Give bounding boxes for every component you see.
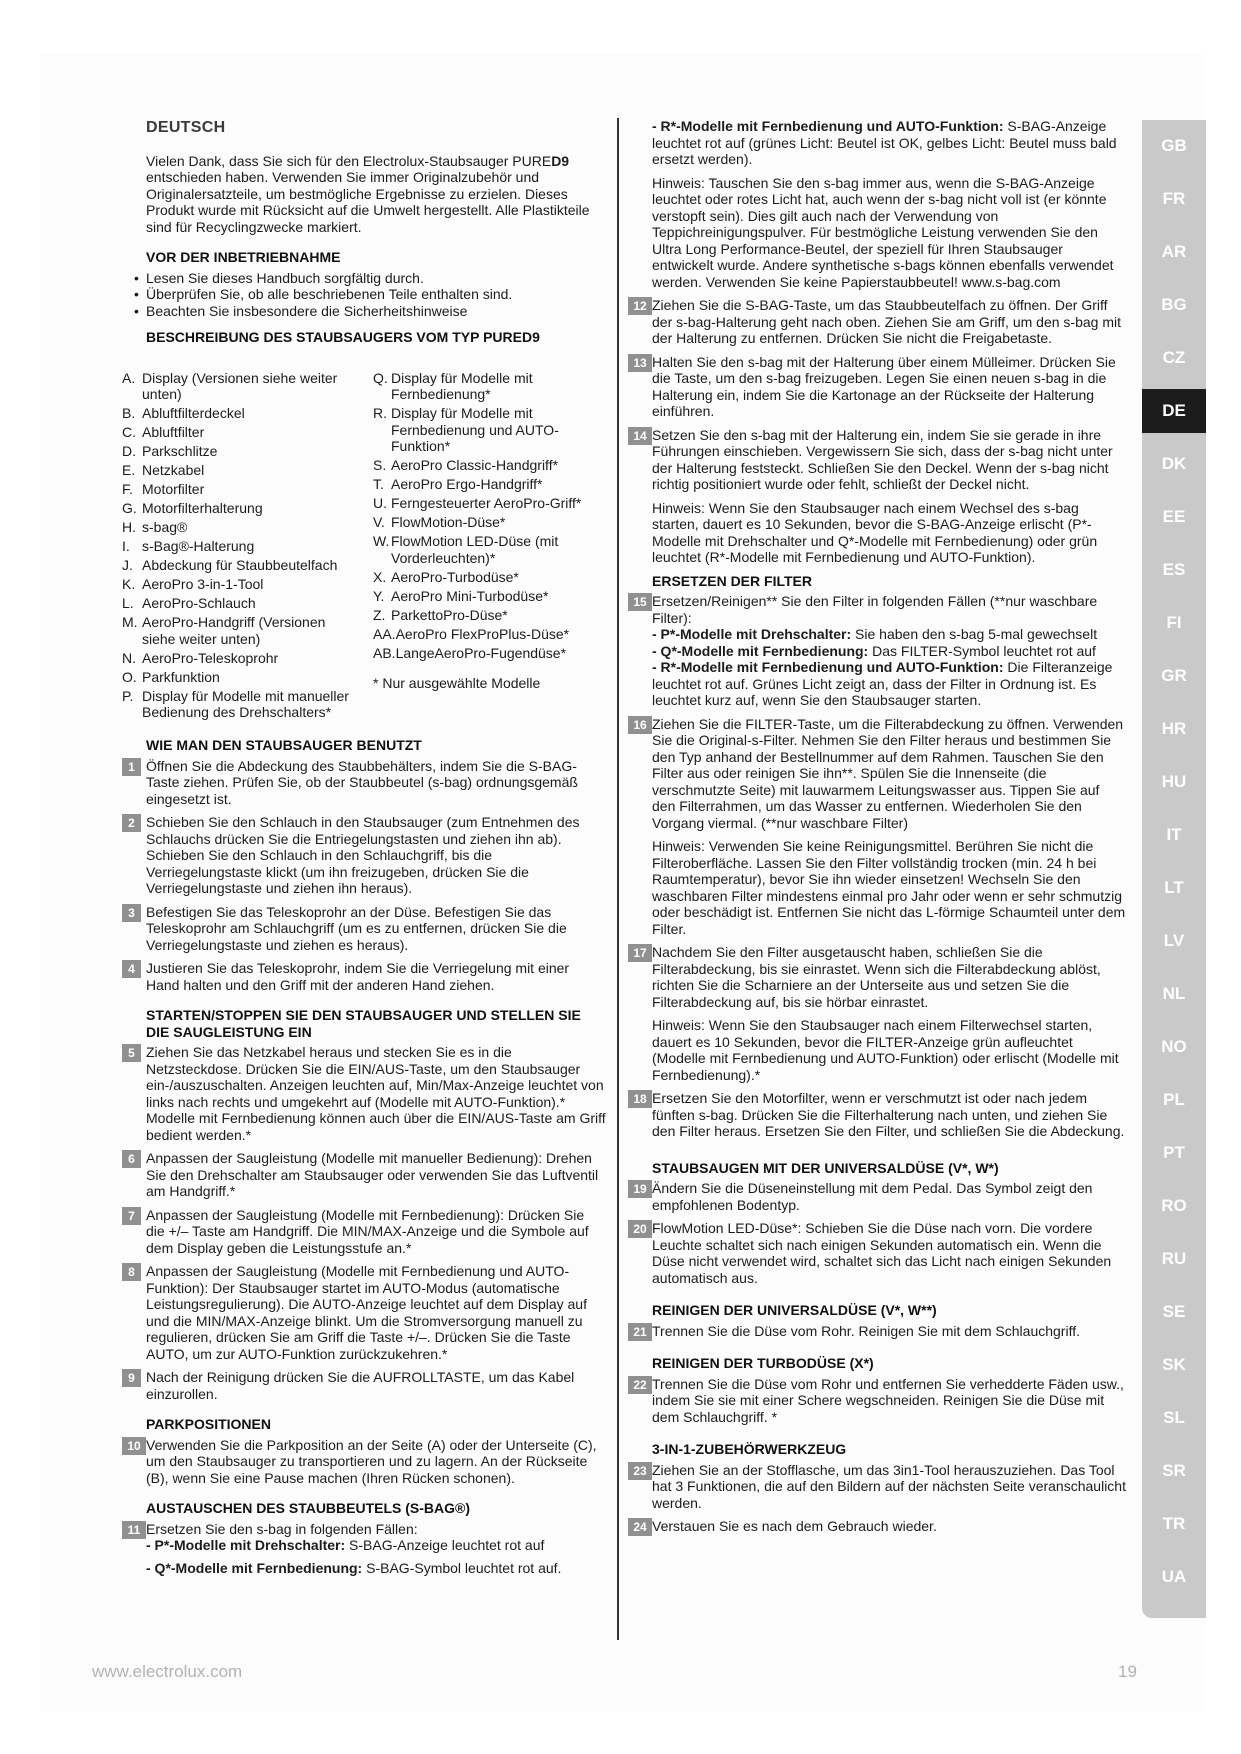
language-tab-tr[interactable]: TR [1162, 1514, 1186, 1533]
part-item [373, 457, 606, 474]
part-item [122, 614, 355, 647]
step-number: 17 [628, 944, 652, 962]
step-number: 22 [628, 1376, 652, 1394]
step-13 [628, 354, 1126, 420]
universal-heading: STAUBSAUGEN MIT DER UNIVERSALDÜSE (V*, W*) [652, 1159, 999, 1176]
part-key: J. [122, 557, 133, 573]
part-item [122, 500, 355, 517]
part-label: AeroPro 3-in-1-Tool [142, 576, 264, 592]
part-key: V. [373, 514, 385, 530]
part-item [122, 405, 355, 422]
part-item [373, 645, 606, 662]
part-key: S. [373, 457, 387, 473]
step-16: 16 Ziehen Sie die FILTER-Taste, um die Filterabdeckung zu öffnen. Verwenden Sie die Original-s-Filter. Nehmen Sie den Filter heraus und bestimmen Sie den Typ anhand der Bestellnummer auf dem Rahmen. Tauschen Sie den Filter aus oder reinigen Sie ihn**. Spülen Sie die Innenseite (die verschmutzte Seite) mit lauwarmem Leitungswasser aus. Tippen Sie auf den Filterrahmen, um das Wasser zu entfernen. Wiederholen Sie den Vorgang viermal. (**nur waschbare Filter) [628, 716, 1126, 832]
part-item [122, 538, 355, 555]
language-tab-ua[interactable]: UA [1161, 1567, 1187, 1586]
part-key: F. [122, 481, 133, 497]
language-tab-pl[interactable]: PL [1163, 1090, 1185, 1109]
filter-note-17: Hinweis: Wenn Sie den Staubsauger nach einem Filterwechsel starten, dauert es 10 Sekunden, bevor die FILTER-Anzeige grün aufleuchtet (Modelle mit Fernbedienung und AUTO-Funktion) oder erlischt (Modelle mit Fernbedienung).* [652, 1017, 1119, 1083]
language-tab-lv[interactable]: LV [1163, 931, 1185, 950]
universal-steps [628, 1180, 1126, 1286]
step-number: 5 [122, 1044, 141, 1062]
step-5 [122, 1044, 606, 1143]
language-title: DEUTSCH [146, 119, 226, 136]
step-number: 13 [628, 354, 652, 372]
part-item [122, 669, 355, 686]
part-item [373, 533, 606, 566]
part-item [122, 481, 355, 498]
part-item [122, 576, 355, 593]
part-item [373, 588, 606, 605]
startstop-heading: STARTEN/STOPPEN SIE DEN STAUBSAUGER UND STELLEN SIE DIE SAUGLEISTUNG EIN [146, 1007, 581, 1040]
part-item [122, 688, 355, 721]
language-tab-pt[interactable]: PT [1163, 1143, 1185, 1162]
step-number: 3 [122, 904, 141, 922]
part-label: s-Bag®-Halterung [142, 538, 255, 554]
list-item: • Beachten Sie insbesondere die Sicherheitshinweise [134, 303, 606, 320]
bag-heading: AUSTAUSCHEN DES STAUBBEUTELS (S-BAG®) [146, 1500, 471, 1516]
part-item [373, 476, 606, 493]
part-item [122, 462, 355, 479]
part-label: Display für Modelle mit Fernbedienung und AUTO-Funktion* [391, 405, 559, 454]
bag-note: Hinweis: Tauschen Sie den s-bag immer aus, wenn die S-BAG-Anzeige leuchtet oder rotes Licht hat, auch wenn der s-bag nicht voll ist (er könnte verstopft sein). Dies gilt auch nach der Verwendung von Teppichreinigungspulver. Für bestmögliche Leistung verwenden Sie den Ultra Long Performance-Beutel, der speziell für Ihren Staubsauger entwickelt wurde. Andere synthetische s-bags können ebenfalls verwendet werden. Verwenden Sie keine Papierstaubbeutel! www.s-bag.com [652, 174, 1114, 290]
bag-model-q: - Q*-Modelle mit Fernbedienung: S-BAG-Symbol leuchtet rot auf. [146, 1559, 562, 1576]
part-key: AB. [373, 644, 396, 661]
part-item [122, 370, 355, 403]
step-number: 1 [122, 758, 141, 776]
part-item [122, 519, 355, 536]
part-key: L. [122, 595, 134, 611]
language-tab-cz[interactable]: CZ [1162, 348, 1186, 367]
language-tab-dk[interactable]: DK [1161, 454, 1187, 473]
part-key: G. [122, 500, 137, 516]
part-key: P. [122, 687, 134, 704]
step-18: 18 Ersetzen Sie den Motorfilter, wenn er verschmutzt ist oder nach jedem fünften s-bag. Drücken Sie die Filterhalterung nach unten, und ziehen Sie den Filter heraus. Ersetzen Sie den Filter, und schließen Sie die Abdeckung. [628, 1090, 1126, 1140]
step-number: 18 [628, 1090, 652, 1108]
parts-list [122, 370, 606, 724]
part-key: H. [122, 519, 136, 535]
step-text: FlowMotion LED-Düse*: Schieben Sie die Düse nach vorn. Die vordere Leuchte schaltet sich nach einigen Sekunden automatisch ein. Wenn die Düse nicht verwendet wird, schaltet sich das Licht nach einigen Sekunden automatisch aus. [652, 1220, 1112, 1286]
language-tab-gr[interactable]: GR [1161, 666, 1187, 685]
language-tab-ar[interactable]: AR [1161, 242, 1187, 261]
part-key: M. [122, 614, 138, 630]
part-label: Motorfilterhalterung [142, 500, 263, 516]
step-text: Ändern Sie die Düseneinstellung mit dem Pedal. Das Symbol zeigt den empfohlenen Bodentyp. [652, 1180, 1093, 1213]
part-key: D. [122, 443, 136, 459]
part-item [122, 595, 355, 612]
turbo-heading: REINIGEN DER TURBODÜSE (X*) [652, 1355, 874, 1371]
part-item [122, 557, 355, 574]
language-tab-no[interactable]: NO [1161, 1037, 1187, 1056]
step-text: Ziehen Sie an der Stofflasche, um das 3in1-Tool herauszuziehen. Das Tool hat 3 Funktionen, die auf den Bildern auf der nächsten Seite veranschaulicht werden. [652, 1461, 1126, 1511]
step-23 [628, 1462, 1126, 1512]
part-label: AeroPro-Handgriff (Versionen siehe weiter unten) [142, 614, 326, 647]
before-use-heading: VOR DER INBETRIEBNAHME [146, 249, 341, 265]
filter-model-q: - Q*-Modelle mit Fernbedienung: Das FILTER-Symbol leuchtet rot auf [652, 642, 1096, 659]
step-text: Schieben Sie den Schlauch in den Staubsauger (zum Entnehmen des Schlauchs drücken Sie die Entriegelungstasten und ziehen ihn ab). Schieben Sie den Schlauch in den Schlauchgriff, bis die Verriegelungstaste klickt (um ihn freizugeben, drücken Sie die Verriegelungstaste und ziehen ihn heraus). [146, 814, 580, 896]
step-1 [122, 758, 606, 808]
part-item [373, 626, 606, 643]
step-text: Trennen Sie die Düse vom Rohr. Reinigen Sie mit dem Schlauchgriff. [652, 1322, 1080, 1339]
language-tab-nl[interactable]: NL [1162, 984, 1186, 1003]
step-text: Verwenden Sie die Parkposition an der Seite (A) oder der Unterseite (C), um den Staubsauger zu transportieren und zu lagern. An der Rückseite (B), wenn Sie eine Pause machen (Ihren Rücken schonen). [146, 1436, 597, 1486]
part-key: K. [122, 576, 136, 592]
step-number: 4 [122, 960, 141, 978]
step-14 [628, 427, 1126, 493]
step-7 [122, 1207, 606, 1257]
usage-heading: WIE MAN DEN STAUBSAUGER BENUTZT [146, 737, 422, 753]
language-tab-sk[interactable]: SK [1162, 1355, 1186, 1374]
step-22 [628, 1376, 1126, 1426]
step-8 [122, 1263, 606, 1362]
language-tab-gb[interactable]: GB [1161, 136, 1187, 155]
cleaning-steps [628, 1323, 1126, 1340]
part-label: Parkschlitze [142, 443, 218, 459]
language-tab-hr[interactable]: HR [1161, 719, 1187, 738]
part-item [373, 514, 606, 531]
part-label: AeroPro-Turbodüse* [391, 568, 519, 585]
step-text: Befestigen Sie das Teleskoprohr an der Düse. Befestigen Sie das Teleskoprohr am Schlauchgriff (um es zu entfernen, drücken Sie die Verriegelungstaste und ziehen es heraus). [146, 903, 567, 953]
part-item [122, 424, 355, 441]
step-number: 14 [628, 427, 652, 445]
parts-list-right [373, 370, 606, 724]
step-number: 6 [122, 1150, 141, 1168]
step-number: 24 [628, 1518, 652, 1536]
language-tab-lt[interactable]: LT [1164, 878, 1184, 897]
part-label: Display (Versionen siehe weiter unten) [142, 369, 338, 402]
usage-steps [122, 758, 606, 994]
part-key: O. [122, 668, 137, 685]
step-number: 11 [122, 1521, 146, 1539]
part-item [373, 607, 606, 624]
part-item [373, 569, 606, 586]
part-label: Parkfunktion [142, 668, 220, 685]
part-label: s-bag® [142, 519, 188, 535]
step-21 [628, 1323, 1126, 1340]
filter-note-16: Hinweis: Verwenden Sie keine Reinigungsmittel. Berühren Sie nicht die Filteroberfläche. Lassen Sie den Filter vollständig trocken (min. 24 h bei Raumtemperatur), bevor Sie ihn wieder einsetzen! Wechseln Sie den waschbaren Filter mindestens einmal pro Jahr oder wenn er sehr schmutzig oder beschädigt ist. Entfernen Sie nicht das L-förmige Schaumteil unter dem Filter. [652, 838, 1126, 937]
part-label: Display für Modelle mit Fernbedienung* [391, 369, 533, 402]
step-10 [122, 1437, 606, 1487]
part-key: U. [373, 495, 387, 511]
part-label: AeroPro Ergo-Handgriff* [391, 476, 543, 492]
part-item [122, 650, 355, 667]
part-label: Abluftfilter [142, 424, 205, 440]
language-tab-de[interactable]: DE [1142, 389, 1206, 433]
step-number: 16 [628, 716, 652, 734]
turbo-steps [628, 1376, 1126, 1426]
park-heading: PARKPOSITIONEN [146, 1416, 271, 1432]
bag-steps [628, 297, 1126, 493]
right-column [628, 118, 1126, 1542]
part-key: R. [373, 405, 387, 421]
part-key: N. [122, 649, 136, 666]
parts-list-left [122, 370, 355, 724]
language-tab-es[interactable]: ES [1162, 560, 1186, 579]
part-label: AeroPro Classic-Handgriff* [391, 457, 559, 473]
part-key: X. [373, 568, 387, 585]
part-key: W. [373, 533, 390, 549]
filter-heading: ERSETZEN DER FILTER [652, 572, 812, 589]
part-label: FlowMotion LED-Düse (mit Vorderleuchten)* [391, 533, 559, 566]
step-text: Verstauen Sie es nach dem Gebrauch wieder. [652, 1518, 937, 1534]
part-label: FlowMotion-Düse* [391, 514, 506, 530]
part-key: B. [122, 405, 136, 421]
step-3 [122, 904, 606, 954]
part-item [373, 370, 606, 403]
part-label: AeroPro Mini-Turbodüse* [391, 587, 549, 604]
step-number: 19 [628, 1180, 652, 1198]
part-key: Z. [373, 606, 386, 623]
filter-model-r: - R*-Modelle mit Fernbedienung und AUTO-Funktion: Die Filteranzeige leuchtet rot auf. Grünes Licht zeigt an, dass der Filter in Ordnung ist. Es leuchtet kurz auf, wenn Sie den Staubsauger starten. [652, 659, 1113, 708]
language-tab-hu[interactable]: HU [1161, 772, 1187, 791]
step-number: 21 [628, 1323, 652, 1341]
part-label: Netzkabel [142, 462, 205, 478]
list-item: • Überprüfen Sie, ob alle beschriebenen Teile enthalten sind. [134, 286, 606, 303]
list-item: • Lesen Sie dieses Handbuch sorgfältig durch. [134, 270, 606, 287]
language-tab-fr[interactable]: FR [1162, 189, 1186, 208]
part-key: I. [122, 538, 130, 554]
part-key: E. [122, 462, 136, 478]
part-label: AeroPro FlexProPlus-Düse* [395, 625, 570, 642]
step-4 [122, 960, 606, 993]
step-17: 17 Nachdem Sie den Filter ausgetauscht haben, schließen Sie die Filterabdeckung, bis sie einrastet. Wenn sich die Filterabdeckung ablöst, richten Sie die Scharniere an der Unterseite aus und setzen Sie die Filterabdeckung auf, bis sie hörbar einrastet. [628, 944, 1126, 1010]
part-key: T. [373, 476, 384, 492]
step-number: 12 [628, 297, 652, 315]
startstop-steps [122, 1044, 606, 1402]
step-text: Öffnen Sie die Abdeckung des Staubbehälters, indem Sie die S-BAG-Taste ziehen. Prüfen Sie, ob der Staubbeutel (s-bag) ordnungsgemäß eingesetzt ist. [146, 757, 578, 807]
bag-model-r: - R*-Modelle mit Fernbedienung und AUTO-Funktion: S-BAG-Anzeige leuchtet rot auf (grünes Licht: Beutel ist OK, gelbes Licht: Beutel muss bald ersetzt werden). [652, 118, 1117, 167]
part-key: A. [122, 369, 136, 386]
language-tab-sl[interactable]: SL [1163, 1408, 1185, 1427]
tool-steps [628, 1462, 1126, 1535]
part-item [373, 495, 606, 512]
step-text: Ziehen Sie das Netzkabel heraus und stecken Sie es in die Netzsteckdose. Drücken Sie die EIN/AUS-Taste, um den Staubsauger ein-/auszuschalten. Anzeigen leuchten auf, Min/Max-Anzeige leuchtet von links nach rechts und umgekehrt auf (Modelle mit AUTO-Funktion).* Modelle mit Fernbedienung können auch über die EIN/AUS-Taste am Griff bedient werden.* [146, 1044, 606, 1143]
part-label: LangeAeroPro-Fugendüse* [395, 644, 567, 661]
part-label: Abdeckung für Staubbeutelfach [142, 557, 338, 573]
part-key: AA. [373, 625, 396, 642]
language-tab-ee[interactable]: EE [1162, 507, 1186, 526]
part-label: Ferngesteuerter AeroPro-Griff* [391, 495, 582, 511]
language-tab-it[interactable]: IT [1166, 825, 1182, 844]
step-number: 7 [122, 1207, 141, 1225]
part-key: Y. [373, 587, 385, 604]
part-label: ParkettoPro-Düse* [391, 606, 508, 623]
parts-footnote: * Nur ausgewählte Modelle [373, 675, 541, 691]
language-tab-bg[interactable]: BG [1161, 295, 1187, 314]
step-text: Trennen Sie die Düse vom Rohr und entfernen Sie verhedderte Fäden usw., indem Sie sie mit einer Schere wegschneiden. Reinigen Sie die Düse mit dem Schlauchgriff. * [652, 1375, 1124, 1425]
step-text: Nach der Reinigung drücken Sie die AUFROLLTASTE, um das Kabel einzurollen. [146, 1369, 575, 1402]
step-text: Anpassen der Saugleistung (Modelle mit Fernbedienung und AUTO-Funktion): Der Staubsauger startet im AUTO-Modus (automatische Leistungsregulierung). Die AUTO-Anzeige leuchtet auf dem Display auf und die MIN/MAX-Anzeige blinkt. Um die Stromversorgung manuell zu regulieren, drücken Sie am Griff die Taste +/–. Drücken Sie die Taste AUTO, um zur AUTO-Funktion zurückzukehren.* [146, 1263, 587, 1362]
step-text: Justieren Sie das Teleskoprohr, indem Sie die Verriegelung mit einer Hand halten und den Griff mit der anderen Hand ziehen. [146, 960, 570, 993]
step-text: Anpassen der Saugleistung (Modelle mit Fernbedienung): Drücken Sie die +/– Taste am Handgriff. Die MIN/MAX-Anzeige und die Symbole auf dem Display geben die Leistungsstufe an.* [146, 1206, 589, 1256]
language-tab-sr[interactable]: SR [1162, 1461, 1186, 1480]
description-heading: BESCHREIBUNG DES STAUBSAUGERS VOM TYP PURED9 [146, 329, 540, 345]
step-12 [628, 297, 1126, 347]
left-column [122, 118, 606, 1582]
before-use-list [134, 270, 606, 320]
part-label: Display für Modelle mit manueller Bedienung des Drehschalters* [142, 687, 349, 720]
step-number: 10 [122, 1437, 146, 1455]
part-label: Motorfilter [142, 481, 205, 497]
cleaning-heading: REINIGEN DER UNIVERSALDÜSE (V*, W**) [652, 1302, 937, 1318]
step-text: Setzen Sie den s-bag mit der Halterung ein, indem Sie sie gerade in ihre Führungen einschieben. Vergewissern Sie sich, dass der s-bag nicht unter der Halterung feststeckt. Schließen Sie den Deckel. Wenn der s-bag nicht richtig positioniert wurde oder fehlt, schließt der Deckel nicht. [652, 426, 1113, 492]
part-label: Abluftfilterdeckel [142, 405, 245, 421]
column-divider [617, 118, 619, 1640]
step-15: 15 Ersetzen/Reinigen** Sie den Filter in folgenden Fällen (**nur waschbare Filter): [628, 593, 1126, 626]
step-24 [628, 1518, 1126, 1535]
bag-note-2: Hinweis: Wenn Sie den Staubsauger nach einem Wechsel des s-bag starten, dauert es 10 Sekunden, bevor die S-BAG-Anzeige erlischt (P*-Modelle mit Drehschalter und Q*-Modelle mit Fernbedienung) oder grün leuchtet (R*-Modelle mit Fernbedienung und AUTO-Funktion). [652, 499, 1098, 565]
step-number: 2 [122, 814, 141, 832]
bag-model-p: - P*-Modelle mit Drehschalter: S-BAG-Anzeige leuchtet rot auf [146, 1537, 545, 1553]
step-number: 8 [122, 1263, 141, 1281]
part-label: AeroPro-Schlauch [142, 595, 256, 611]
step-text: Halten Sie den s-bag mit der Halterung über einem Mülleimer. Drücken Sie die Taste, um den s-bag freizugeben. Legen Sie einen neuen s-bag in die Halterung ein, indem Sie die Kartonage an der Rückseite der Halterung einführen. [652, 353, 1116, 419]
language-tab-ru[interactable]: RU [1161, 1249, 1187, 1268]
step-19 [628, 1180, 1126, 1213]
language-tab-se[interactable]: SE [1162, 1302, 1186, 1321]
step-20 [628, 1220, 1126, 1286]
filter-model-p: - P*-Modelle mit Drehschalter: Sie haben den s-bag 5-mal gewechselt [652, 626, 1098, 642]
park-steps [122, 1437, 606, 1487]
step-number: 23 [628, 1462, 652, 1480]
step-text: Ziehen Sie die S-BAG-Taste, um das Staubbeutelfach zu öffnen. Der Griff der s-bag-Halterung geht nach oben. Ziehen Sie am Griff, um den s-bag mit der Halterung zu entfernen. Drücken Sie nicht die Freigabetaste. [652, 297, 1121, 346]
part-item [122, 443, 355, 460]
step-9 [122, 1369, 606, 1402]
footer-url: www.electrolux.com [92, 1662, 243, 1681]
part-item [373, 405, 606, 455]
step-2 [122, 814, 606, 897]
step-11: 11 Ersetzen Sie den s-bag in folgenden Fällen: [122, 1521, 606, 1538]
step-6 [122, 1150, 606, 1200]
part-key: C. [122, 424, 136, 440]
language-tab-fi[interactable]: FI [1166, 613, 1182, 632]
step-number: 15 [628, 593, 652, 611]
step-number: 20 [628, 1220, 652, 1238]
intro-paragraph: Vielen Dank, dass Sie sich für den Electrolux-Staubsauger PURED9 entschieden haben. Verwenden Sie immer Originalzubehör und Originalersatzteile, um bestmögliche Ergebnisse zu erzielen. Dieses Produkt wurde mit Rücksicht auf die Umwelt hergestellt. Alle Plastikteile sind für Recyclingzwecke markiert. [146, 152, 590, 235]
part-label: AeroPro-Teleskoprohr [142, 649, 279, 666]
language-tab-ro[interactable]: RO [1161, 1196, 1187, 1215]
step-number: 9 [122, 1369, 141, 1387]
step-text: Anpassen der Saugleistung (Modelle mit manueller Bedienung): Drehen Sie den Drehschalter am Staubsauger oder verwenden Sie das Luftventil am Handgriff.* [146, 1150, 599, 1199]
page-number: 19 [1118, 1662, 1137, 1681]
part-key: Q. [373, 369, 388, 386]
tool-heading: 3-IN-1-ZUBEHÖRWERKZEUG [652, 1441, 847, 1457]
